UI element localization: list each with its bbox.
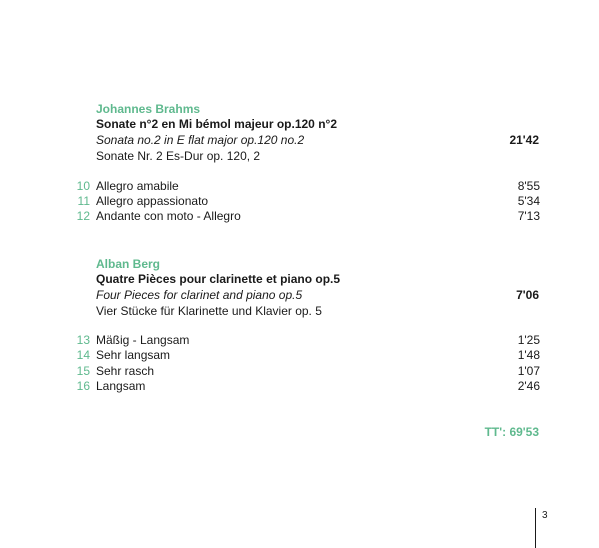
track-duration: 2'46 [517,379,540,393]
work-duration: 7'06 [516,288,539,302]
work-title-french: Sonate n°2 en Mi bémol majeur op.120 n°2 [96,117,337,131]
work-duration: 21'42 [509,133,539,147]
track-name: Andante con moto - Allegro [96,209,241,223]
track-name: Mäßig - Langsam [96,333,190,347]
work-title-german: Sonate Nr. 2 Es-Dur op. 120, 2 [96,149,261,163]
total-time: TT': 69'53 [484,425,539,439]
track-name: Langsam [96,379,146,393]
track-row [0,333,540,348]
track-number: 12 [76,209,90,223]
track-row [0,209,540,224]
track-number: 14 [76,348,90,362]
track-name: Sehr langsam [96,348,171,362]
track-name: Sehr rasch [96,364,155,378]
track-number: 15 [76,364,90,378]
work-title-english: Sonata no.2 in E flat major op.120 no.2 [96,133,305,147]
track-number: 13 [76,333,90,347]
track-duration: 1'07 [517,364,540,378]
track-number: 16 [76,379,90,393]
track-duration: 1'25 [517,333,540,347]
track-row [0,179,540,194]
track-number: 10 [76,179,90,193]
track-duration: 5'34 [517,194,540,208]
track-row [0,348,540,363]
track-name: Allegro appassionato [96,194,209,208]
composer-brahms: Johannes Brahms [96,102,201,116]
work-title-english: Four Pieces for clarinet and piano op.5 [96,288,303,302]
work-title-german: Vier Stücke für Klarinette und Klavier op. 5 [96,304,322,318]
track-row [0,194,540,209]
track-number: 11 [77,194,90,208]
track-duration: 8'55 [517,179,540,193]
composer-berg: Alban Berg [96,257,161,271]
track-duration: 1'48 [517,348,540,362]
track-duration: 7'13 [517,209,540,223]
work-title-french: Quatre Pièces pour clarinette et piano op.5 [96,272,341,286]
track-row [0,379,540,394]
page-number: 3 [542,510,548,521]
page-rule [535,508,536,548]
track-name: Allegro amabile [96,179,179,193]
track-row [0,364,540,379]
